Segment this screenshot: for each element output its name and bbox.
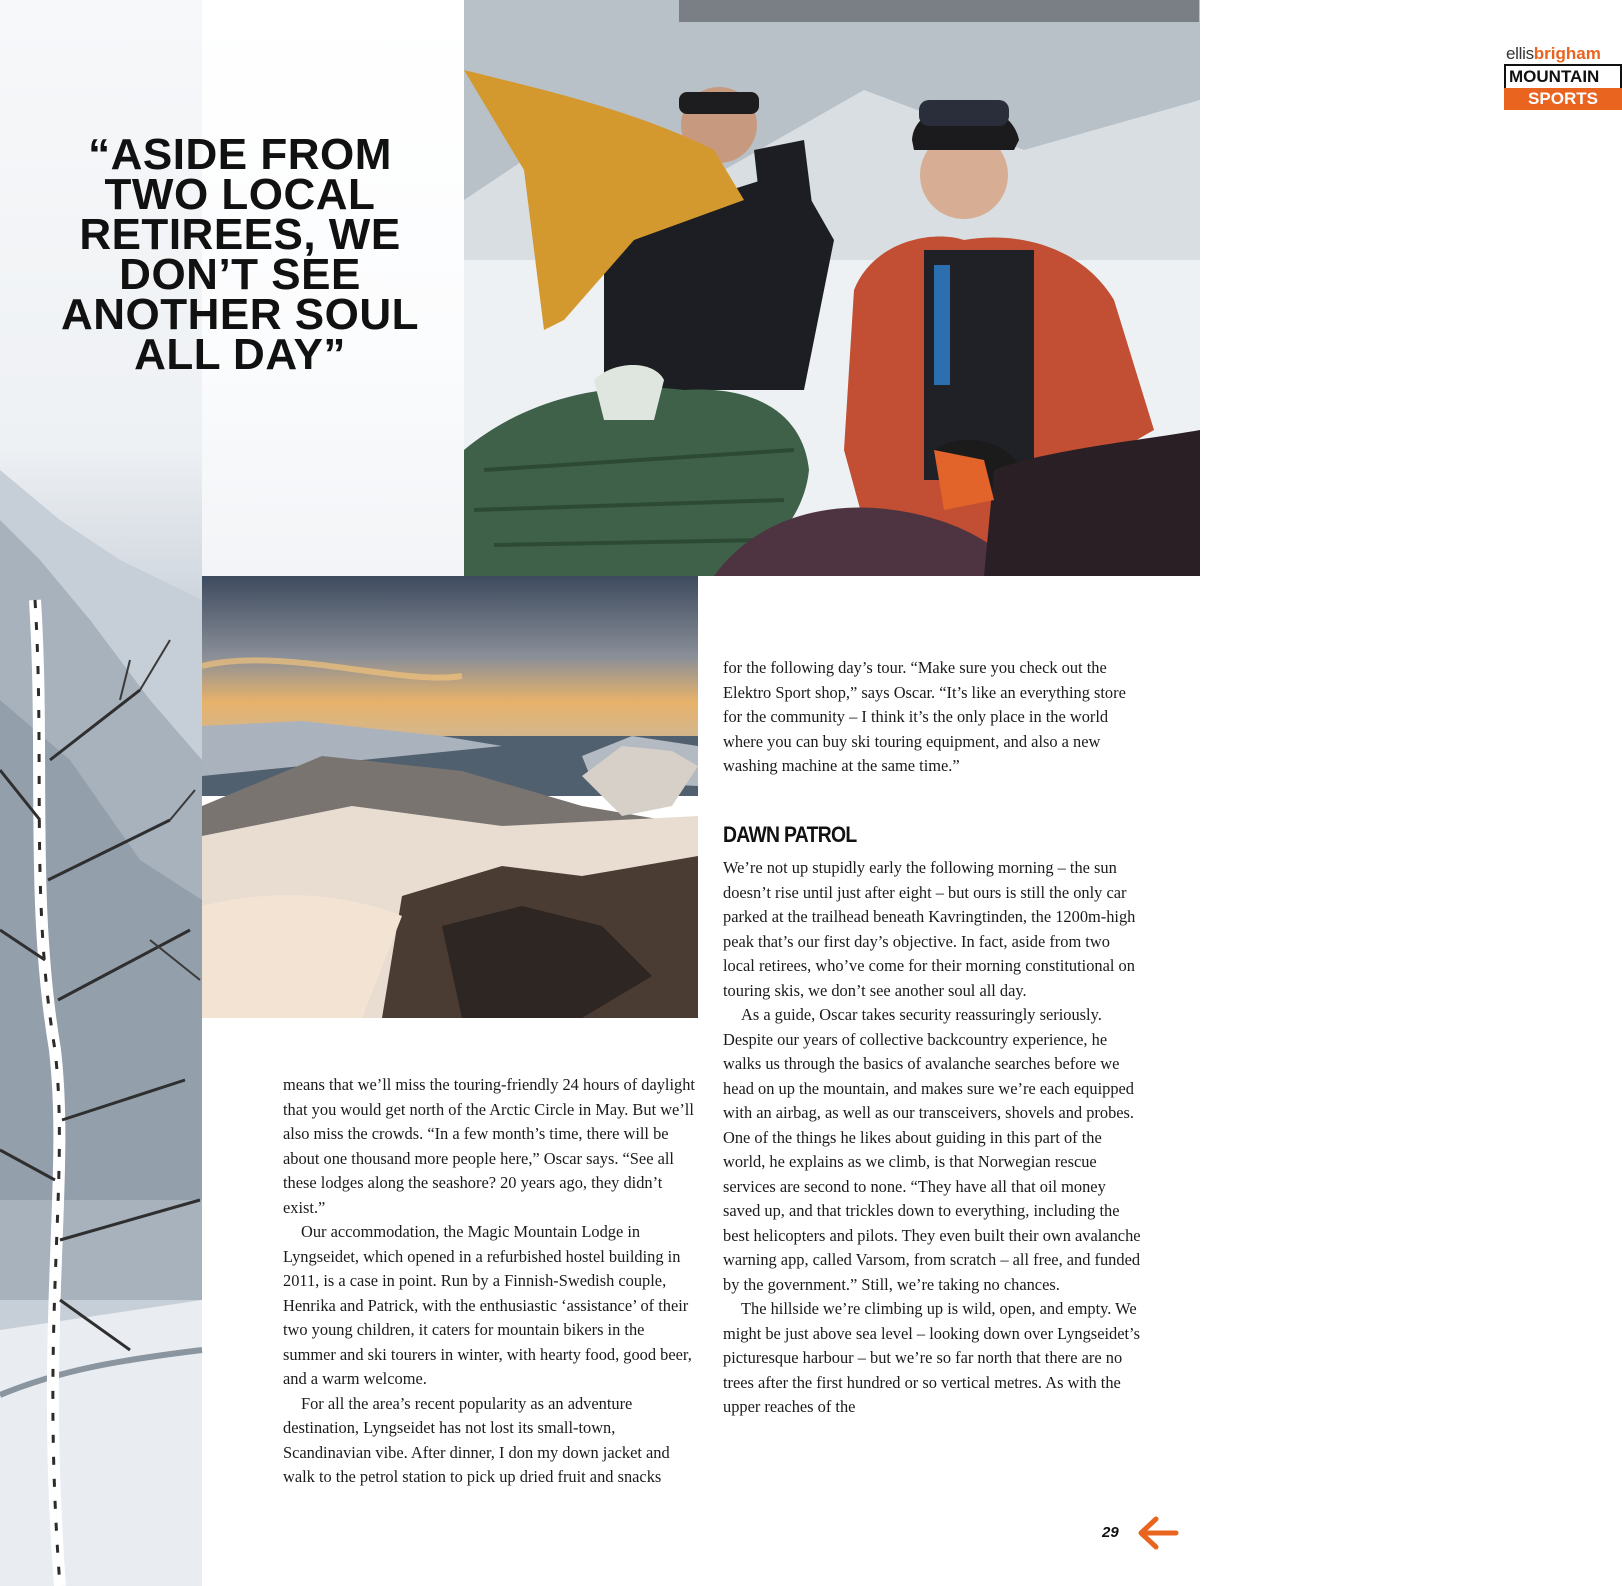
- arrow-left-icon[interactable]: [1136, 1516, 1178, 1550]
- sunset-summit-photo: [202, 576, 698, 1018]
- logo-wordmark: [1504, 44, 1622, 64]
- section-heading: DAWN PATROL: [723, 822, 857, 847]
- page-number: 29: [1102, 1524, 1119, 1541]
- arrow-left-icon-svg: [1136, 1516, 1178, 1550]
- logo-ellis-text: ellis: [1506, 44, 1534, 63]
- article-paragraph: for the following day’s tour. “Make sure you check out the Elektro Sport shop,” says Oscar. “It’s like an everything store for the community – I think it’s the only place in the world where you can buy ski touring equipment, and also a new washing machine at the same time.”: [723, 658, 1126, 775]
- brand-logo: [1504, 44, 1622, 110]
- article-column-left: [283, 1073, 701, 1490]
- article-paragraph: For all the area’s recent popularity as an adventure destination, Lyngseidet has not lost its small-town, Scandinavian vibe. After dinner, I don my down jacket and walk to the petrol station to pick up dried fruit and snacks: [283, 1393, 670, 1486]
- skiers-packing-photo: [464, 0, 1601, 576]
- logo-sports-text: SPORTS: [1504, 88, 1622, 110]
- article-paragraph: means that we’ll miss the touring-friendly 24 hours of daylight that you would get north of the Arctic Circle in May. But we’ll also miss the crowds. “In a few month’s time, there will be about one thousand more people here,” Oscar says. “See all these lodges along the seashore? 20 years ago, they didn’t exist.”: [283, 1075, 695, 1217]
- logo-brigham-text: brigham: [1533, 44, 1601, 63]
- skiers-illustration: [464, 0, 1200, 576]
- article-paragraph: Our accommodation, the Magic Mountain Lodge in Lyngseidet, which opened in a refurbished hostel building in 2011, is a case in point. Run by a Finnish-Swedish couple, Henrika and Patrick, with the enthusiastic ‘assistance’ of their two young children, it caters for mountain bikers in the summer and ski tourers in winter, with hearty food, good beer, and a warm welcome.: [283, 1222, 692, 1388]
- article-paragraph: We’re not up stupidly early the following morning – the sun doesn’t rise until just after eight – but ours is still the only car parked at the trailhead beneath Kavringtinden, the 1200m-high peak that’s our first day’s objective. In fact, aside from two local retirees, who’ve come for their morning constitutional on touring skis, we don’t see another soul all day.: [723, 858, 1136, 1000]
- article-column-right-top: [723, 656, 1143, 779]
- logo-mountain-text: MOUNTAIN: [1504, 64, 1622, 88]
- article-paragraph: The hillside we’re climbing up is wild, open, and empty. We might be just above sea level – looking down over Lyngseidet’s picturesque harbour – but we’re so far north that there are no trees after the first hundred or so vertical metres. As with the upper reaches of the: [723, 1299, 1140, 1416]
- sunset-illustration: [202, 576, 698, 1018]
- article-column-right: [723, 856, 1143, 1420]
- article-paragraph: As a guide, Oscar takes security reassuringly seriously. Despite our years of collective backcountry experience, he walks us through the basics of avalanche searches before we head on up the mountain, and makes sure we’re each equipped with an airbag, as well as our transceivers, shovels and probes. One of the things he likes about guiding in this part of the world, he explains as we climb, is that Norwegian rescue services are second to none. “They have all that oil money saved up, and that trickles down to everything, including the best helicopters and pilots. They even built their own avalanche warning app, called Varsom, from scratch – all free, and funded by the government.” Still, we’re taking no chances.: [723, 1005, 1141, 1294]
- pull-quote: “ASIDE FROM TWO LOCAL RETIREES, WE DON’T SEE ANOTHER SOUL ALL DAY”: [61, 130, 419, 379]
